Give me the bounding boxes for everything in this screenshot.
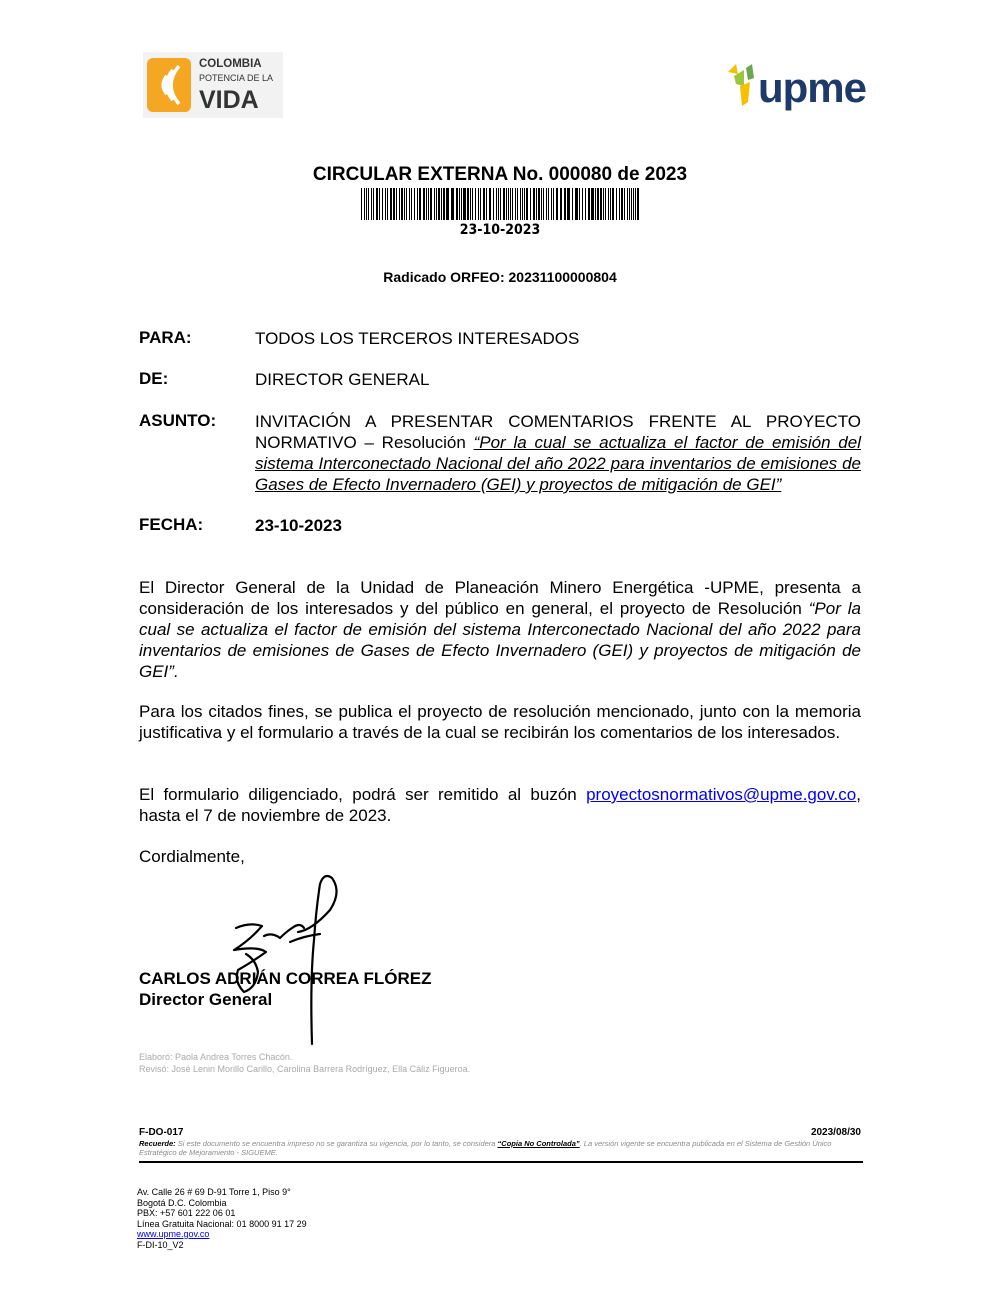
signer-name: CARLOS ADRIÁN CORREA FLÓREZ bbox=[139, 969, 432, 988]
barcode-bar bbox=[579, 188, 580, 220]
barcode-bar bbox=[633, 188, 634, 220]
barcode-bar bbox=[616, 188, 617, 220]
barcode-bar bbox=[526, 188, 528, 220]
barcode-bar bbox=[411, 188, 412, 220]
barcode-bar bbox=[627, 188, 628, 220]
barcode-bar bbox=[467, 188, 469, 220]
barcode-bar bbox=[436, 188, 437, 220]
de-label: DE: bbox=[139, 369, 169, 388]
barcode-bar bbox=[612, 188, 614, 220]
barcode-bar bbox=[503, 188, 505, 220]
logo-colombia-line3: VIDA bbox=[199, 86, 259, 114]
barcode-bar bbox=[406, 188, 407, 220]
barcode-bar bbox=[438, 188, 440, 220]
barcode-bar bbox=[572, 188, 573, 220]
barcode-bar bbox=[597, 188, 599, 220]
barcode-bar bbox=[419, 188, 421, 220]
barcode-bar bbox=[382, 188, 383, 220]
barcode-bar bbox=[500, 188, 501, 220]
barcode-bar bbox=[637, 188, 639, 220]
closing: Cordialmente, bbox=[139, 847, 245, 866]
barcode-bar bbox=[520, 188, 521, 220]
barcode-bar bbox=[361, 188, 362, 220]
barcode-bar bbox=[629, 188, 630, 220]
barcode-bar bbox=[536, 188, 537, 220]
barcode-bar bbox=[417, 188, 418, 220]
para-value: TODOS LOS TERCEROS INTERESADOS bbox=[255, 329, 580, 348]
barcode-bar bbox=[610, 188, 611, 220]
barcode-bar bbox=[624, 188, 625, 220]
fecha-value: 23-10-2023 bbox=[255, 516, 342, 535]
copia-no-controlada: “Copia No Controlada” bbox=[497, 1139, 580, 1148]
signer-title: Director General bbox=[139, 990, 273, 1009]
address-line-1: Av. Calle 26 # 69 D-91 Torre 1, Piso 9° bbox=[137, 1187, 291, 1197]
asunto-value bbox=[255, 411, 861, 495]
barcode-bar bbox=[591, 188, 594, 220]
barcode-bar bbox=[512, 188, 513, 220]
barcode-bar bbox=[390, 188, 392, 220]
barcode-bar bbox=[368, 188, 369, 220]
barcode-bar bbox=[385, 188, 386, 220]
upme-logo bbox=[726, 60, 868, 114]
barcode-bar bbox=[443, 188, 445, 220]
elaboro-credit: Elaboró: Paola Andrea Torres Chacón. bbox=[139, 1052, 293, 1062]
barcode-bar bbox=[496, 188, 497, 220]
barcode-bar bbox=[541, 188, 542, 220]
recuerde-label: Recuerde: bbox=[139, 1139, 176, 1148]
barcode-bar bbox=[595, 188, 596, 220]
barcode-bar bbox=[404, 188, 405, 220]
para-label: PARA: bbox=[139, 328, 192, 347]
barcode-bar bbox=[379, 188, 380, 220]
barcode-bar bbox=[631, 188, 632, 220]
address-tollfree: Línea Gratuita Nacional: 01 8000 91 17 29 bbox=[137, 1218, 307, 1229]
reviso-credit: Revisó: José Lenin Morillo Carillo, Carolina Barrera Rodríguez, Ella Cáliz Figueroa. bbox=[139, 1064, 471, 1074]
p1-plain: El Director General de la Unidad de Planeación Minero Energética -UPME, presenta a consideración de los interesados y del público en general, el proyecto de Resolución bbox=[139, 578, 861, 618]
p3-after: , hasta el 7 de noviembre de 2023. bbox=[139, 785, 861, 825]
barcode-bar bbox=[434, 188, 435, 220]
barcode-bar bbox=[364, 188, 365, 220]
barcode-bar bbox=[459, 188, 460, 220]
radicado-number: Radicado ORFEO: 20231100000804 bbox=[383, 269, 617, 285]
barcode-bar bbox=[483, 188, 485, 220]
barcode-bar bbox=[393, 188, 395, 220]
barcode-bar bbox=[510, 188, 511, 220]
barcode-bar bbox=[508, 188, 509, 220]
p3-before: El formulario diligenciado, podrá ser remitido al buzón bbox=[139, 785, 587, 804]
colombia-potencia-de-la-vida-logo bbox=[143, 52, 283, 118]
asunto-label: ASUNTO: bbox=[139, 411, 217, 430]
barcode-bar bbox=[366, 188, 367, 220]
barcode-bar bbox=[486, 188, 487, 220]
recuerde-notice bbox=[139, 1139, 863, 1157]
barcode-bar bbox=[608, 188, 609, 220]
barcode-bar bbox=[551, 188, 552, 220]
body-paragraph-1 bbox=[139, 577, 861, 682]
barcode-bar bbox=[430, 188, 432, 220]
barcode-bar bbox=[423, 188, 425, 220]
barcode-bar bbox=[480, 188, 481, 220]
barcode-bar bbox=[522, 188, 523, 220]
barcode bbox=[361, 188, 639, 220]
barcode-bar bbox=[396, 188, 397, 220]
barcode-bar bbox=[461, 188, 462, 220]
asunto-resolution-title: “Por la cual se actualiza el factor de emisión del sistema Interconectado Nacional del año 2022 para inventarios de emisiones de Gases de Efecto Invernadero (GEI) y proyectos de mitigación de GEI” bbox=[255, 433, 861, 494]
barcode-bar bbox=[475, 188, 476, 220]
barcode-bar bbox=[376, 188, 378, 220]
barcode-bar bbox=[530, 188, 531, 220]
barcode-bar bbox=[387, 188, 388, 220]
barcode-bar bbox=[517, 188, 518, 220]
barcode-bar bbox=[621, 188, 623, 220]
barcode-bar bbox=[603, 188, 604, 220]
email-link[interactable]: proyectosnormativos@upme.gov.co bbox=[586, 785, 857, 804]
barcode-bar bbox=[515, 188, 516, 220]
barcode-bar bbox=[553, 188, 554, 220]
logo-upme-text: upme bbox=[758, 64, 867, 111]
barcode-bar bbox=[506, 188, 507, 220]
barcode-bar bbox=[414, 188, 415, 220]
barcode-bar bbox=[451, 188, 454, 220]
barcode-date: 23-10-2023 bbox=[459, 222, 541, 238]
barcode-bar bbox=[446, 188, 449, 220]
barcode-bar bbox=[556, 188, 558, 220]
barcode-bar bbox=[524, 188, 525, 220]
address-line-2: Bogotá D.C. Colombia bbox=[137, 1197, 227, 1208]
barcode-bar bbox=[373, 188, 374, 220]
barcode-bar bbox=[619, 188, 620, 220]
handwritten-signature bbox=[220, 870, 360, 1050]
barcode-bar bbox=[543, 188, 544, 220]
website-link[interactable]: www.upme.gov.co bbox=[137, 1229, 210, 1239]
barcode-bar bbox=[428, 188, 429, 220]
p1-resolution-title: “Por la cual se actualiza el factor de emisión del sistema Interconectado Nacional del año 2022 para inventarios de emisiones de Gases de Efecto Invernadero (GEI) y proyectos de mitigación de GEI”. bbox=[139, 599, 861, 681]
document-code: F-DI-10_V2 bbox=[137, 1239, 184, 1250]
form-date: 2023/08/30 bbox=[810, 1127, 861, 1138]
barcode-bar bbox=[463, 188, 466, 220]
barcode-bar bbox=[533, 188, 535, 220]
barcode-bar bbox=[575, 188, 578, 220]
fecha-label: FECHA: bbox=[139, 515, 204, 534]
barcode-bar bbox=[456, 188, 458, 220]
body-paragraph-3 bbox=[139, 784, 861, 826]
recuerde-text-1: Si este documento se encuentra impreso no se garantiza su vigencia, por lo tanto, se considera bbox=[175, 1139, 498, 1148]
barcode-bar bbox=[588, 188, 590, 220]
barcode-bar bbox=[564, 188, 566, 220]
barcode-bar bbox=[605, 188, 606, 220]
barcode-bar bbox=[498, 188, 499, 220]
barcode-bar bbox=[371, 188, 372, 220]
barcode-bar bbox=[567, 188, 570, 220]
barcode-bar bbox=[560, 188, 562, 220]
barcode-bar bbox=[600, 188, 602, 220]
logo-colombia-line1: COLOMBIA bbox=[199, 58, 262, 70]
barcode-bar bbox=[401, 188, 403, 220]
barcode-bar bbox=[635, 188, 636, 220]
barcode-bar bbox=[426, 188, 427, 220]
barcode-bar bbox=[409, 188, 410, 220]
barcode-bar bbox=[493, 188, 494, 220]
asunto-plain: INVITACIÓN A PRESENTAR COMENTARIOS FRENTE AL PROYECTO NORMATIVO – Resolución bbox=[255, 412, 861, 452]
barcode-bar bbox=[585, 188, 586, 220]
barcode-bar bbox=[472, 188, 473, 220]
barcode-bar bbox=[582, 188, 583, 220]
logo-colombia-line2: POTENCIA DE LA bbox=[199, 73, 274, 83]
address-phone: PBX: +57 601 222 06 01 bbox=[137, 1208, 236, 1218]
de-value: DIRECTOR GENERAL bbox=[255, 370, 430, 389]
body-paragraph-2: Para los citados fines, se publica el proyecto de resolución mencionado, junto con la memoria justificativa y el formulario a través de la cual se recibirán los comentarios de los interesados. bbox=[139, 702, 861, 742]
barcode-bar bbox=[489, 188, 491, 220]
circular-title: CIRCULAR EXTERNA No. 000080 de 2023 bbox=[312, 164, 688, 185]
barcode-bar bbox=[546, 188, 547, 220]
footer-divider bbox=[139, 1161, 863, 1163]
address-block bbox=[137, 1187, 307, 1250]
recuerde-text-2: . La versión vigente se encuentra publicada en el Sistema de Gestión Único Estratégico de Mejoramiento - SIGUEME. bbox=[139, 1139, 832, 1157]
barcode-bar bbox=[470, 188, 471, 220]
barcode-bar bbox=[441, 188, 442, 220]
form-code: F-DO-017 bbox=[139, 1127, 184, 1138]
barcode-bar bbox=[548, 188, 549, 220]
barcode-bar bbox=[478, 188, 479, 220]
barcode-bar bbox=[538, 188, 540, 220]
barcode-bar bbox=[399, 188, 400, 220]
